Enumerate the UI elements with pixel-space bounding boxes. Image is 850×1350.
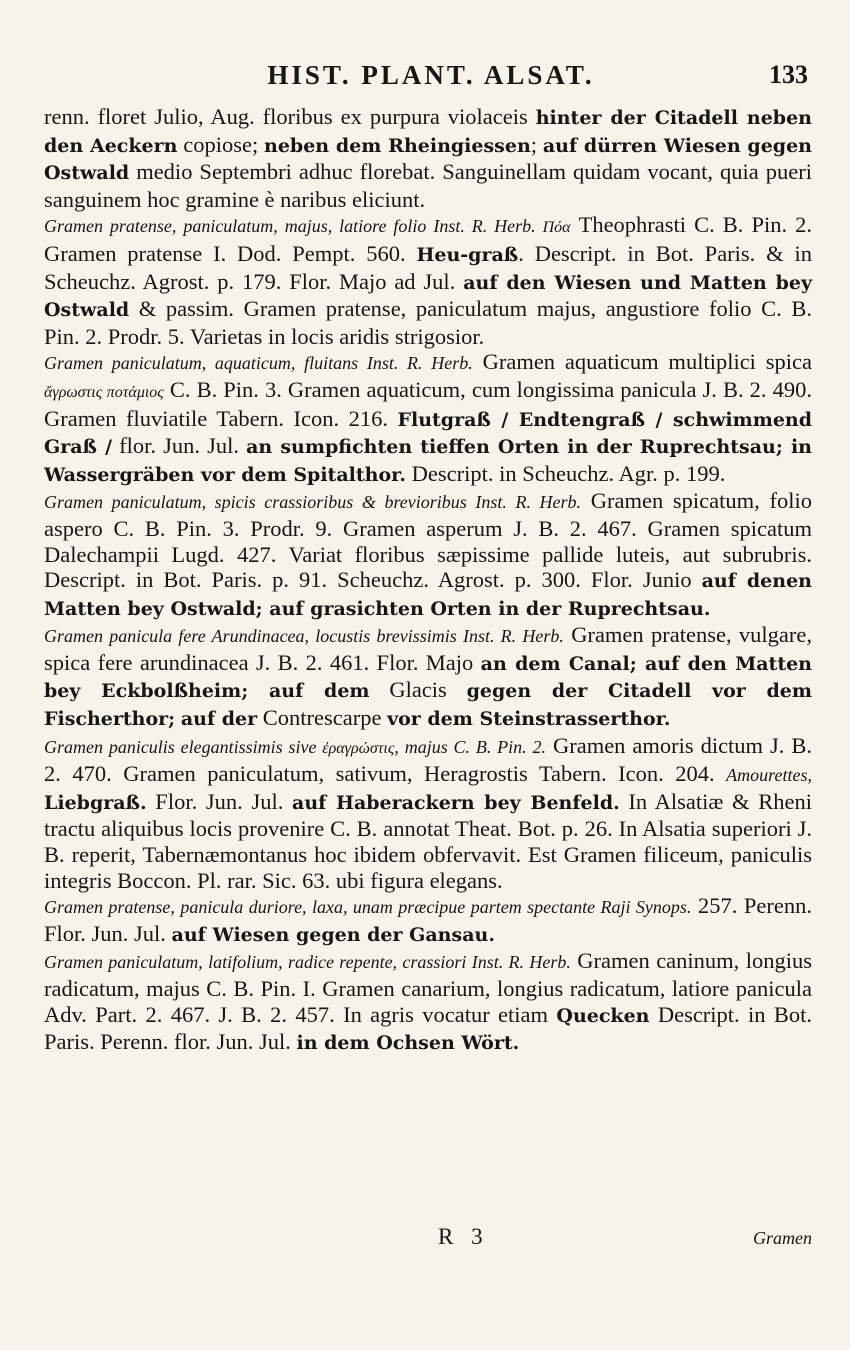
signature-mark: R 3 (438, 1224, 489, 1249)
text-run: . Descript. in Bot. Paris. & in Scheuchz. Agrost. p. 179. Flor. Majo ad Jul. (44, 240, 812, 294)
german-locality: vor dem Steinstrasserthor. (387, 708, 671, 731)
body-text (44, 104, 812, 1057)
latin-name: Gramen paniculis elegantissimis sive (44, 736, 323, 757)
text-run: Gramen caninum, longius radicatum, majus C. B. Pin. I. Gramen canarium, longius radicatum, latiore panicula Adv. Part. 2. 467. J. B. 2. 457. In agris vocatur etiam (44, 948, 813, 1027)
text-run: Glacis (369, 677, 467, 703)
latin-name: Gramen pratense, paniculatum, majus, latiore folio Inst. R. Herb. (44, 216, 543, 237)
german-locality: hinter der Citadell neben den Aeckern (44, 107, 812, 157)
greek-name: ἐραγρώστις (322, 739, 395, 757)
text-run: Descript. in Scheuchz. Agr. p. 199. (406, 460, 726, 486)
german-locality: in dem Ochsen Wört. (296, 1032, 520, 1055)
plant-entry (44, 948, 812, 1056)
greek-name: Πόα (542, 219, 571, 237)
plant-entry (44, 622, 812, 732)
text-run: Gramen spicatum, folio aspero C. B. Pin. 3. Prodr. 9. Gramen asperum J. B. 2. 467. Gramen spicatum Dalechampii Lugd. 427. Variat floribus sæpissime pallide luteis, aut subrubris. Descript. in Bot. Paris. p. 91. Scheuchz. Agrost. p. 300. Flor. Junio (44, 488, 812, 593)
german-locality: an sumpfichten tieffen Orten in der Ruprechtsau; in Wassergräben vor dem Spitalthor. (44, 436, 812, 486)
plant-entry (44, 733, 812, 894)
text-run: Flor. Jun. Jul. (146, 788, 293, 814)
latin-name: Amourettes, (726, 765, 812, 786)
text-run: renn. floret Julio, Aug. floribus ex purpura violaceis (44, 104, 536, 129)
plant-entry (44, 212, 812, 349)
text-run: Contrescarpe (257, 705, 388, 731)
text-run: Gramen pratense, vulgare, spica fere arundinacea J. B. 2. 461. Flor. Majo (44, 622, 812, 675)
latin-name: , majus C. B. Pin. 2. (394, 736, 547, 757)
text-run: Gramen aquaticum multiplici spica (472, 349, 812, 375)
text-run: Theophrasti C. B. Pin. 2. Gramen pratense I. Dod. Pempt. 560. (44, 212, 812, 266)
plant-entry (44, 893, 812, 948)
text-run: Descript. in Bot. Paris. Perenn. flor. Jun. Jul. (44, 1001, 813, 1055)
text-run: ; (530, 131, 543, 157)
text-run: & passim. Gramen pratense, paniculatum majus, angustiore folio C. B. Pin. 2. Prodr. 5. Varietas in locis aridis strigosior. (44, 296, 812, 349)
page-number: 133 (769, 60, 808, 89)
german-locality: auf der (180, 708, 258, 731)
page-header (46, 60, 816, 100)
german-locality: auf denen Matten bey Ostwald; auf grasichten Orten in der Ruprechtsau. (44, 570, 812, 620)
german-locality: Flutgraß / Endtengraß / schwimmend Graß / (44, 408, 813, 459)
text-run: flor. Jun. Jul. (112, 433, 247, 459)
german-locality: auf Wiesen gegen der Gansau. (171, 923, 495, 946)
german-locality: an dem Canal; auf den Matten bey Eckbolßheim; auf dem (44, 652, 813, 703)
latin-name: Gramen panicula fere Arundinacea, locustis brevissimis Inst. R. Herb. (44, 626, 564, 647)
catchword: Gramen (753, 1228, 812, 1248)
german-locality: auf dürren Wiesen gegen Ostwald (44, 134, 812, 185)
text-run: In Alsatiæ & Rheni tractu aliquibus locis provenire C. B. annotat Theat. Bot. p. 26. In Alsatia superiori J. B. reperit, Tabernæmontanus hoc ibidem obfervavit. Est Gramen filiceum, paniculis integris Boccon. Pl. rar. Sic. 63. ubi figura elegans. (44, 788, 812, 893)
german-locality: Liebgraß. (44, 791, 147, 814)
latin-name: Gramen pratense, panicula duriore, laxa, unam præcipue partem spectante Raji Synops. (44, 897, 692, 918)
page-footer (44, 1224, 812, 1254)
german-locality: auf Haberackern bey Benfeld. (292, 791, 620, 814)
text-run: 257. Perenn. Flor. Jun. Jul. (44, 893, 813, 946)
latin-name: Gramen paniculatum, latifolium, radice repente, crassiori Inst. R. Herb. (44, 952, 571, 973)
text-run: Gramen amoris dictum J. B. 2. 470. Gramen paniculatum, sativum, Heragrostis Tabern. Icon. 204. (44, 732, 812, 787)
text-run: copiose; (177, 131, 265, 157)
entries-list (44, 212, 812, 1056)
latin-name: Gramen paniculatum, spicis crassioribus & brevioribus Inst. R. Herb. (44, 492, 582, 513)
german-locality: auf den Wiesen und Matten bey Ostwald (44, 271, 813, 322)
plant-entry (44, 488, 812, 622)
continuation-paragraph (44, 104, 812, 212)
text-run: C. B. Pin. 3. Gramen aquaticum, cum longissima panicula J. B. 2. 490. Gramen fluviatile Tabern. Icon. 216. (44, 376, 812, 431)
german-locality: Quecken (556, 1004, 650, 1027)
latin-name: Gramen paniculatum, aquaticum, fluitans Inst. R. Herb. (44, 353, 473, 374)
german-locality: gegen der Citadell vor dem Fischerthor; (44, 680, 813, 731)
plant-entry (44, 349, 812, 488)
greek-name: ἄγρωστις ποτάμιος (44, 383, 164, 401)
text-run: medio Septembri adhuc florebat. Sanguinellam quidam vocant, quia pueri sanguinem hoc gramine è naribus eliciunt. (44, 159, 812, 212)
german-locality: neben dem Rheingiessen (264, 134, 531, 157)
german-locality: Heu-graß (416, 243, 519, 266)
running-title: HIST. PLANT. ALSAT. (267, 60, 595, 90)
